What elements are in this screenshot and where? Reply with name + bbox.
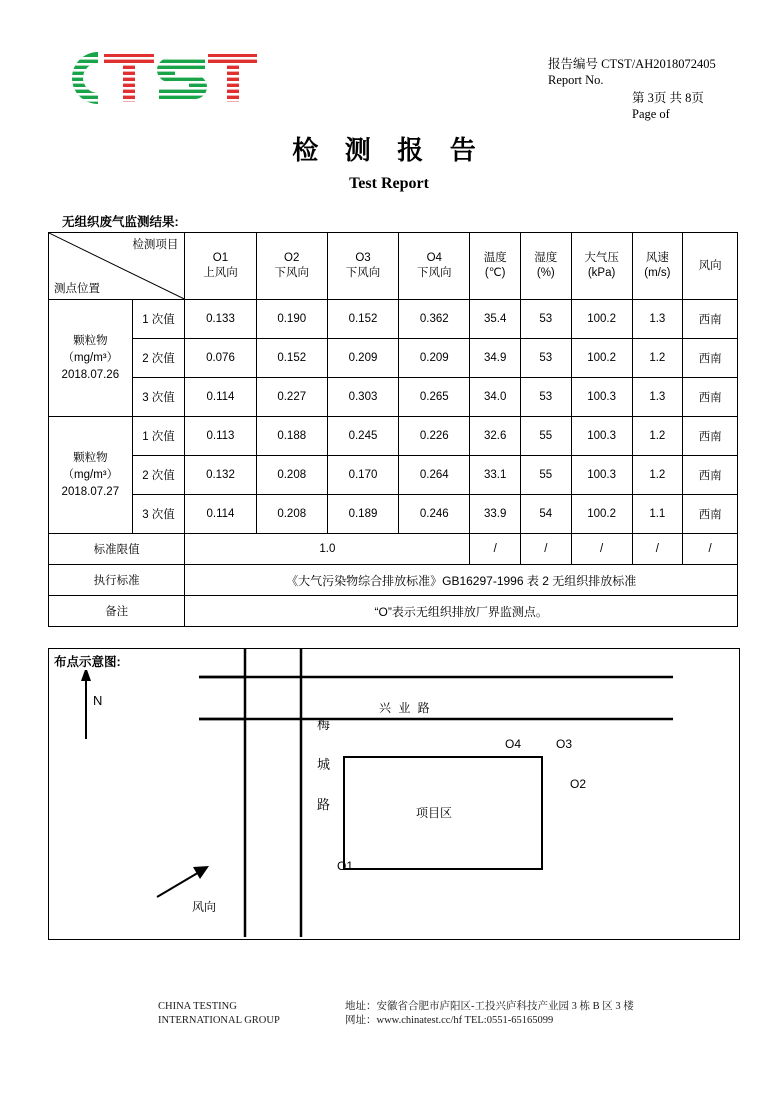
col-header-temperature-line2: (℃) xyxy=(484,267,506,279)
limit-row-slash: / xyxy=(521,534,572,565)
group-2-line1: 颗粒物 xyxy=(73,451,108,464)
col-header-pressure-line2: (kPa) xyxy=(587,267,616,279)
footer-address: 地址：安徽省合肥市庐阳区-工投兴庐科技产业园 3 栋 B 区 3 楼 xyxy=(345,1001,634,1012)
cell-value: 西南 xyxy=(683,378,738,417)
cell-value: 100.2 xyxy=(571,300,632,339)
page-number-block xyxy=(632,90,704,122)
row-label: 2 次值 xyxy=(132,339,185,378)
corner-label-top: 检测项目 xyxy=(132,239,179,251)
cell-value: 55 xyxy=(521,456,572,495)
cell-value: 54 xyxy=(521,495,572,534)
site-layout-diagram xyxy=(48,648,740,940)
cell-value: 0.170 xyxy=(327,456,398,495)
cell-value: 0.208 xyxy=(256,495,327,534)
cell-value: 0.246 xyxy=(399,495,470,534)
page-no-cn: 第 3页 共 8页 xyxy=(632,91,704,105)
point-o1-label: O1 xyxy=(337,859,354,873)
table-row xyxy=(49,339,738,378)
row-label: 1 次值 xyxy=(132,300,185,339)
cell-value: 西南 xyxy=(683,495,738,534)
remark-row-value: “O”表示无组织排放厂界监测点。 xyxy=(185,596,738,627)
cell-value: 0.226 xyxy=(399,417,470,456)
limit-row xyxy=(49,534,738,565)
row-label: 2 次值 xyxy=(132,456,185,495)
corner-label-bottom: 测点位置 xyxy=(54,283,100,295)
col-header-o1-line2: 上风向 xyxy=(203,267,238,279)
col-header-o4 xyxy=(399,233,470,300)
cell-value: 0.114 xyxy=(185,495,256,534)
page-title-en: Test Report xyxy=(349,175,429,192)
report-number-block xyxy=(548,56,716,88)
cell-value: 0.362 xyxy=(399,300,470,339)
remark-row-label: 备注 xyxy=(49,596,185,627)
col-header-o2 xyxy=(256,233,327,300)
emission-results-table xyxy=(48,232,738,627)
page-title-cn: 检 测 报 告 xyxy=(292,136,486,165)
col-header-temperature xyxy=(470,233,521,300)
col-header-temperature-line1: 温度 xyxy=(483,252,507,264)
group-1-line3: 2018.07.26 xyxy=(61,368,120,381)
limit-row-slash: / xyxy=(470,534,521,565)
cell-value: 西南 xyxy=(683,339,738,378)
cell-value: 34.9 xyxy=(470,339,521,378)
cell-value: 100.3 xyxy=(571,378,632,417)
cell-value: 西南 xyxy=(683,300,738,339)
cell-value: 33.1 xyxy=(470,456,521,495)
point-o4-label: O4 xyxy=(505,737,522,751)
cell-value: 35.4 xyxy=(470,300,521,339)
horizontal-road-label: 兴 业 路 xyxy=(379,701,432,715)
cell-value: 53 xyxy=(521,300,572,339)
cell-value: 0.190 xyxy=(256,300,327,339)
cell-value: 0.303 xyxy=(327,378,398,417)
footer-company xyxy=(158,1000,280,1028)
cell-value: 34.0 xyxy=(470,378,521,417)
table-header-row xyxy=(49,233,738,300)
cell-value: 53 xyxy=(521,378,572,417)
project-area-label: 项目区 xyxy=(416,806,453,820)
point-o3-label: O3 xyxy=(556,737,573,751)
cell-value: 西南 xyxy=(683,417,738,456)
cell-value: 0.152 xyxy=(256,339,327,378)
col-header-humidity xyxy=(521,233,572,300)
wind-direction-label: 风向 xyxy=(192,900,217,914)
col-header-humidity-line1: 湿度 xyxy=(534,252,558,264)
cell-value: 33.9 xyxy=(470,495,521,534)
cell-value: 0.076 xyxy=(185,339,256,378)
row-label: 1 次值 xyxy=(132,417,185,456)
cell-value: 0.132 xyxy=(185,456,256,495)
cell-value: 1.2 xyxy=(632,417,683,456)
col-header-pressure xyxy=(571,233,632,300)
report-no-label-cn: 报告编号 xyxy=(548,57,599,71)
cell-value: 32.6 xyxy=(470,417,521,456)
report-no-label-en: Report No. xyxy=(548,73,604,87)
table-row xyxy=(49,300,738,339)
section-heading: 无组织废气监测结果: xyxy=(62,215,179,229)
col-header-o3 xyxy=(327,233,398,300)
col-header-o1 xyxy=(185,233,256,300)
col-header-o4-line2: 下风向 xyxy=(417,267,452,279)
standard-row-value: 《大气污染物综合排放标准》GB16297-1996 表 2 无组织排放标准 xyxy=(185,565,738,596)
footer-contact xyxy=(345,1000,634,1028)
cell-value: 100.2 xyxy=(571,339,632,378)
limit-row-slash: / xyxy=(632,534,683,565)
vertical-road-label-2: 城 xyxy=(317,757,331,772)
standard-row xyxy=(49,565,738,596)
point-o2-label: O2 xyxy=(570,777,587,791)
group-label-2 xyxy=(49,417,133,534)
limit-row-value: 1.0 xyxy=(185,534,470,565)
cell-value: 0.265 xyxy=(399,378,470,417)
col-header-humidity-line2: (%) xyxy=(536,267,555,279)
footer-company-line2: INTERNATIONAL GROUP xyxy=(158,1015,280,1026)
cell-value: 0.152 xyxy=(327,300,398,339)
group-2-line3: 2018.07.27 xyxy=(61,485,120,498)
cell-value: 0.209 xyxy=(399,339,470,378)
limit-row-label: 标准限值 xyxy=(49,534,185,565)
col-header-windspeed-line2: (m/s) xyxy=(644,267,671,279)
footer-company-line1: CHINA TESTING xyxy=(158,1001,237,1012)
cell-value: 53 xyxy=(521,339,572,378)
col-header-o3-line2: 下风向 xyxy=(345,267,381,279)
col-header-windspeed xyxy=(632,233,683,300)
vertical-road-label-1: 梅 xyxy=(317,717,331,732)
cell-value: 0.264 xyxy=(399,456,470,495)
cell-value: 0.188 xyxy=(256,417,327,456)
cell-value: 100.3 xyxy=(571,456,632,495)
north-label: N xyxy=(93,693,103,708)
cell-value: 55 xyxy=(521,417,572,456)
report-no-value: CTST/AH2018072405 xyxy=(601,57,716,71)
cell-value: 1.2 xyxy=(632,339,683,378)
cell-value: 100.3 xyxy=(571,417,632,456)
cell-value: 0.189 xyxy=(327,495,398,534)
col-header-o1-line1: O1 xyxy=(212,252,229,264)
cell-value: 西南 xyxy=(683,456,738,495)
cell-value: 100.2 xyxy=(571,495,632,534)
footer-website: 网址：www.chinatest.cc/hf TEL:0551-65165099 xyxy=(345,1015,554,1026)
row-label: 3 次值 xyxy=(132,378,185,417)
cell-value: 1.3 xyxy=(632,300,683,339)
col-header-o4-line1: O4 xyxy=(426,252,442,264)
table-row xyxy=(49,378,738,417)
page-no-en: Page of xyxy=(632,107,670,121)
col-header-winddirection-line1: 风向 xyxy=(698,259,722,272)
col-header-winddirection xyxy=(683,233,738,300)
cell-value: 0.114 xyxy=(185,378,256,417)
standard-row-label: 执行标准 xyxy=(49,565,185,596)
cell-value: 0.209 xyxy=(327,339,398,378)
diagram-title: 布点示意图: xyxy=(52,652,123,670)
table-row xyxy=(49,417,738,456)
cell-value: 0.208 xyxy=(256,456,327,495)
group-2-line2: （mg/m³） xyxy=(62,468,119,481)
limit-row-slash: / xyxy=(571,534,632,565)
limit-row-slash: / xyxy=(683,534,738,565)
col-header-pressure-line1: 大气压 xyxy=(584,252,619,264)
row-label: 3 次值 xyxy=(132,495,185,534)
ctst-logo xyxy=(62,52,257,104)
group-1-line1: 颗粒物 xyxy=(73,334,108,347)
cell-value: 1.2 xyxy=(632,456,683,495)
cell-value: 0.227 xyxy=(256,378,327,417)
group-1-line2: （mg/m³） xyxy=(62,351,119,364)
table-row xyxy=(49,495,738,534)
table-row xyxy=(49,456,738,495)
col-header-o3-line1: O3 xyxy=(355,252,371,264)
remark-row xyxy=(49,596,738,627)
group-label-1 xyxy=(49,300,133,417)
table-corner-cell xyxy=(49,233,185,300)
col-header-o2-line2: 下风向 xyxy=(274,267,309,279)
col-header-windspeed-line1: 风速 xyxy=(645,252,669,264)
cell-value: 0.133 xyxy=(185,300,256,339)
vertical-road-label-3: 路 xyxy=(317,797,331,812)
cell-value: 0.245 xyxy=(327,417,398,456)
cell-value: 1.3 xyxy=(632,378,683,417)
cell-value: 0.113 xyxy=(185,417,256,456)
col-header-o2-line1: O2 xyxy=(284,252,300,264)
cell-value: 1.1 xyxy=(632,495,683,534)
